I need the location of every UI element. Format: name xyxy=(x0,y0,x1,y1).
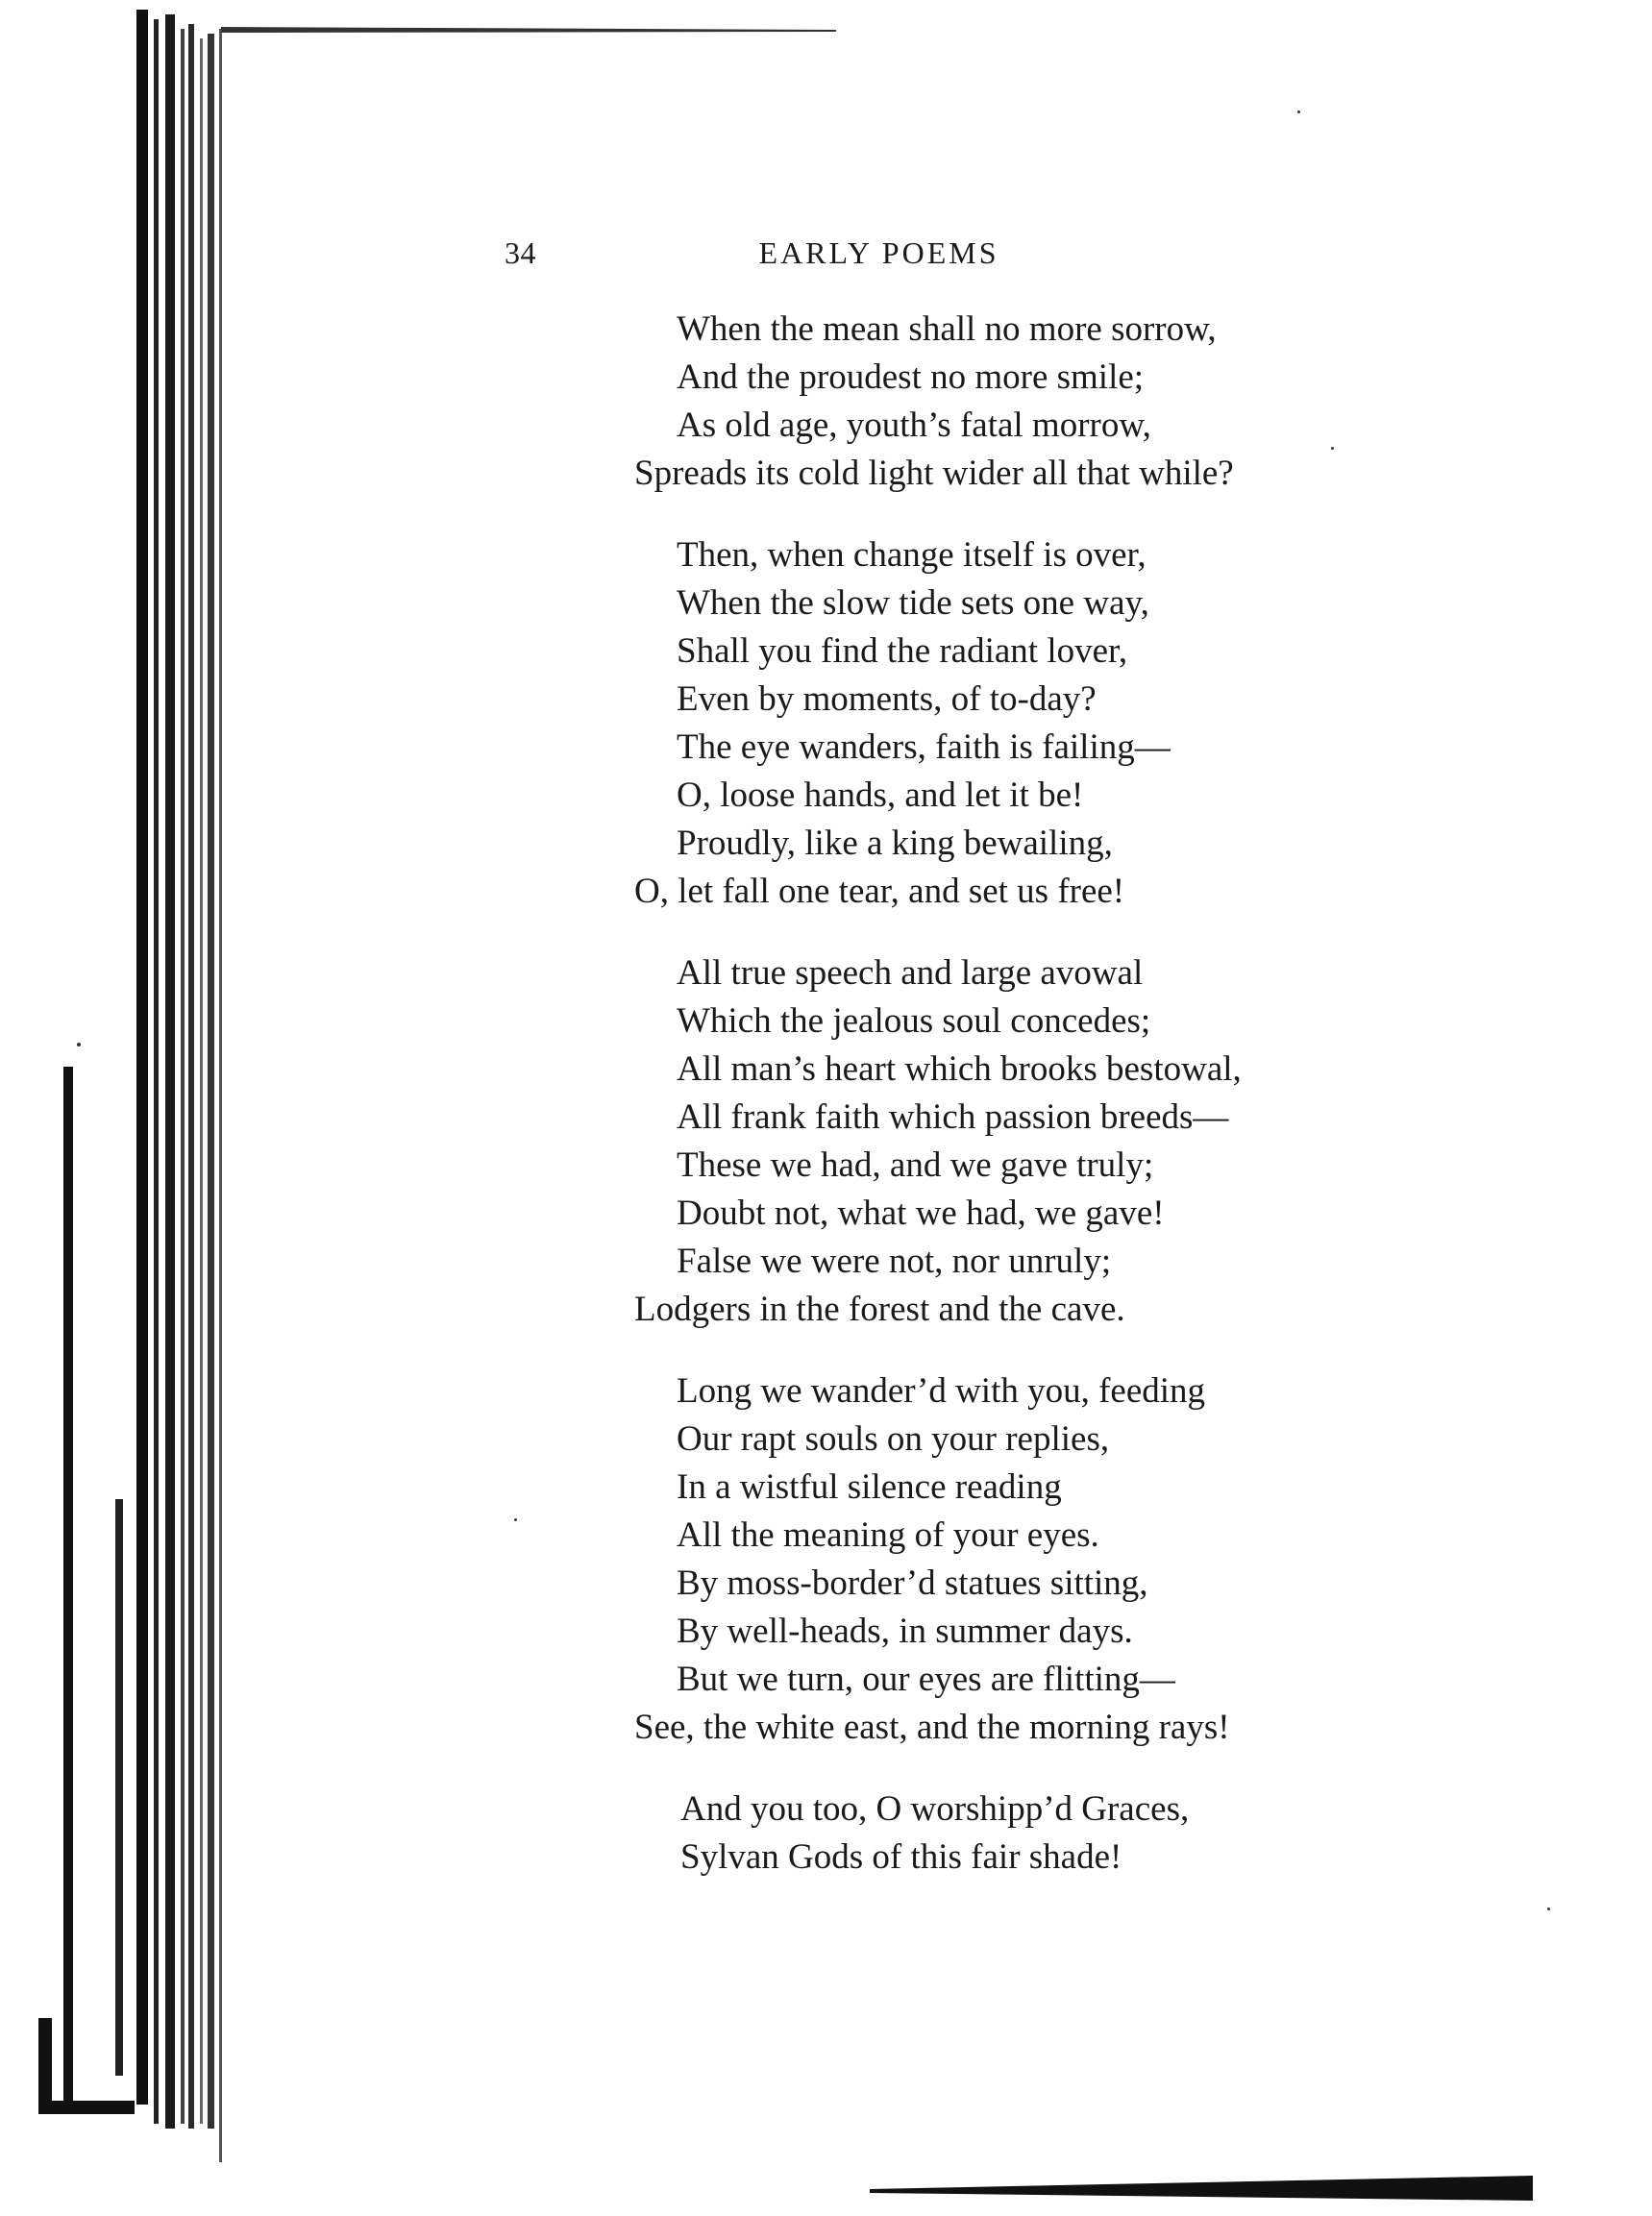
poem-line: By moss-border’d statues sitting, xyxy=(677,1564,1148,1603)
poem-line: Our rapt souls on your replies, xyxy=(677,1419,1110,1459)
poem-line: All man’s heart which brooks bestowal, xyxy=(677,1049,1242,1089)
poem-line: In a wistful silence reading xyxy=(677,1467,1062,1507)
poem-line: O, let fall one tear, and set us free! xyxy=(634,872,1125,911)
poem-line: Spreads its cold light wider all that while? xyxy=(634,454,1234,493)
poem-line: And you too, O worshipp’d Graces, xyxy=(680,1789,1190,1829)
poem-body xyxy=(634,306,1595,1915)
poem-line: Lodgers in the forest and the cave. xyxy=(634,1290,1125,1329)
poem-line: O, loose hands, and let it be! xyxy=(677,776,1084,815)
poem-line: All frank faith which passion breeds— xyxy=(677,1097,1229,1137)
poem-line: And the proudest no more smile; xyxy=(677,357,1145,397)
poem-line: All the meaning of your eyes. xyxy=(677,1515,1099,1555)
poem-line: But we turn, our eyes are flitting— xyxy=(677,1660,1175,1699)
poem-line: All true speech and large avowal xyxy=(677,953,1144,993)
poem-line: These we had, and we gave truly; xyxy=(677,1145,1154,1185)
poem-line: When the mean shall no more sorrow, xyxy=(677,309,1217,349)
poem-line: Proudly, like a king bewailing, xyxy=(677,824,1113,863)
poem-line: As old age, youth’s fatal morrow, xyxy=(677,406,1151,445)
poem-line: See, the white east, and the morning rays! xyxy=(634,1708,1230,1747)
poem-line: Long we wander’d with you, feeding xyxy=(677,1371,1206,1411)
bottom-rule xyxy=(870,2176,1533,2201)
stanza xyxy=(634,306,1595,498)
page-number: 34 xyxy=(505,235,536,270)
stanza xyxy=(634,531,1595,916)
poem-line: Sylvan Gods of this fair shade! xyxy=(680,1837,1122,1877)
stanza xyxy=(634,949,1595,1334)
poem-line: Doubt not, what we had, we gave! xyxy=(677,1194,1165,1233)
poem-line: The eye wanders, faith is failing— xyxy=(677,727,1171,767)
running-title: EARLY POEMS xyxy=(758,235,999,270)
poem-line: Then, when change itself is over, xyxy=(677,535,1147,575)
poem-line: By well-heads, in summer days. xyxy=(677,1612,1133,1651)
poem-line: Shall you find the radiant lover, xyxy=(677,631,1128,671)
stanza xyxy=(634,1367,1595,1752)
stanza xyxy=(634,1785,1595,1882)
poem-line: When the slow tide sets one way, xyxy=(677,583,1149,623)
poem-line: Which the jealous soul concedes; xyxy=(677,1001,1151,1041)
poem-line: False we were not, nor unruly; xyxy=(677,1242,1112,1281)
book-binding-edge xyxy=(0,0,231,2216)
top-rule xyxy=(221,27,836,33)
poem-line: Even by moments, of to-day? xyxy=(677,679,1097,719)
